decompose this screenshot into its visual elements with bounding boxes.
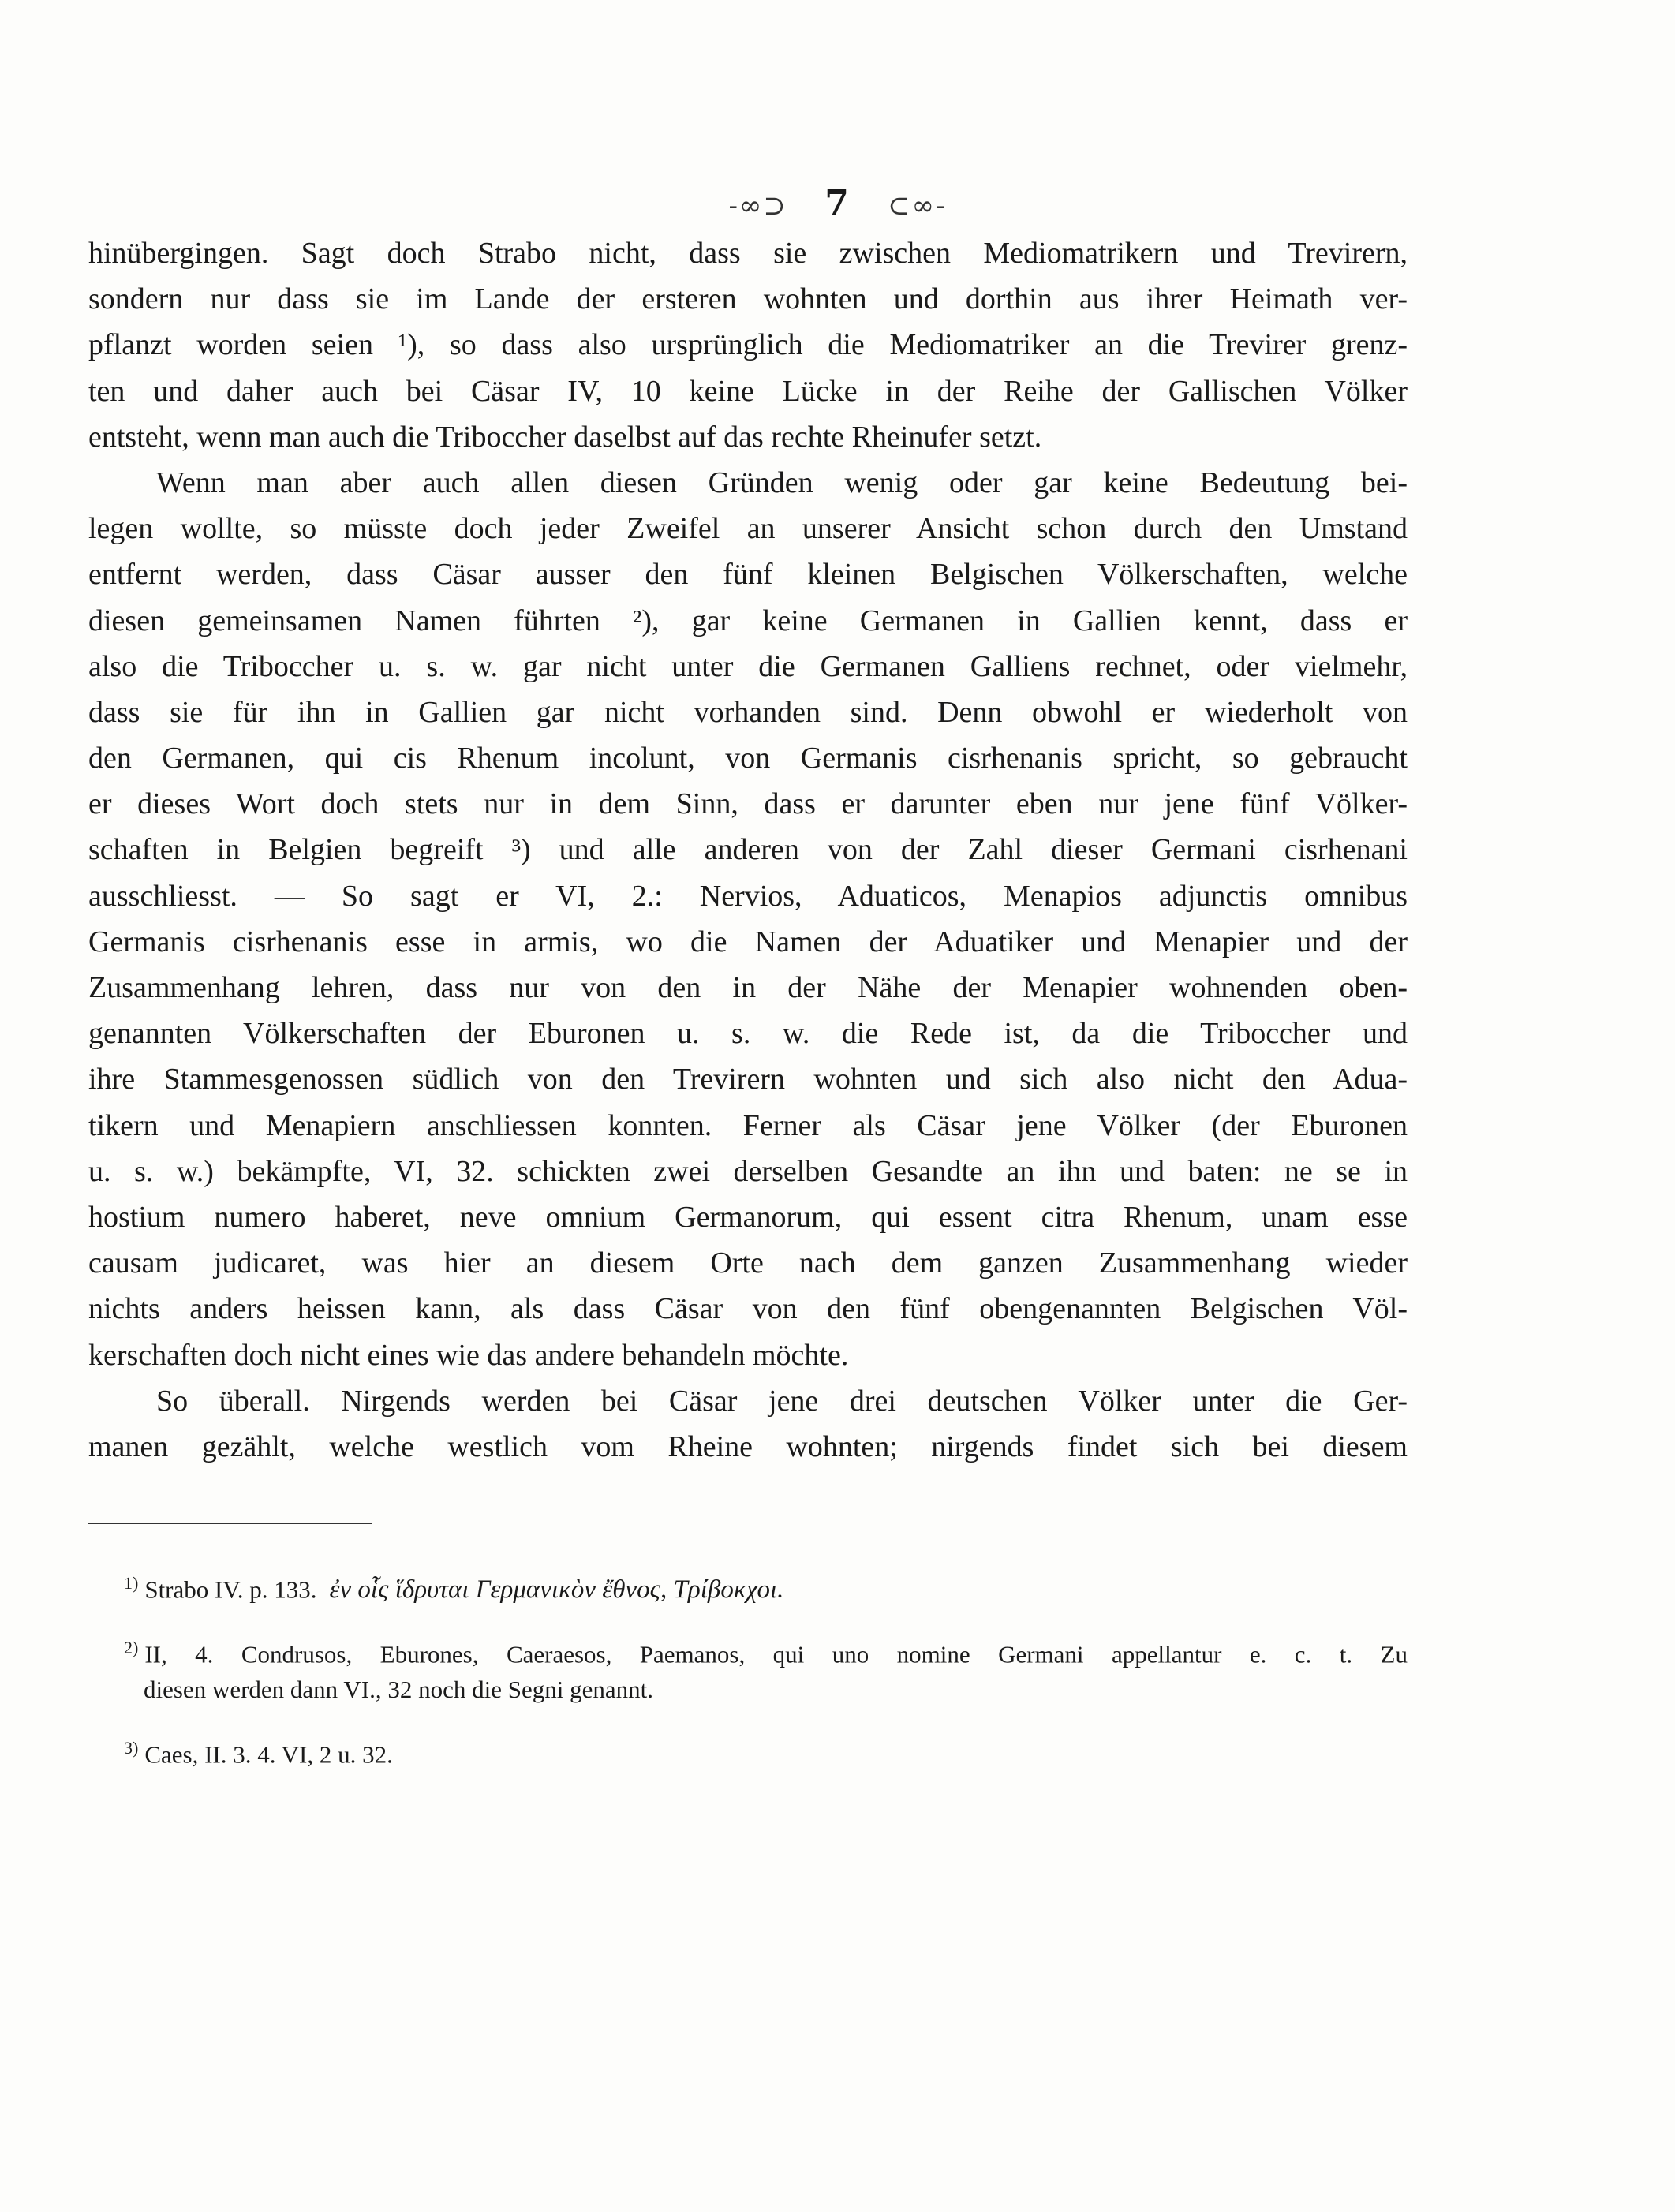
footnote-mark: 2)	[124, 1638, 139, 1658]
footnote-1	[88, 1566, 1408, 1607]
footnote-text: II, 4. Condrusos, Eburones, Caeraesos, Paemanos, qui uno nomine Germani appellantur e. c. t. Zu	[144, 1640, 1408, 1668]
footnote-text: Caes, II. 3. 4. VI, 2 u. 32.	[144, 1739, 393, 1768]
footnote-2-continuation: diesen werden dann VI., 32 noch die Segni genannt.	[144, 1675, 653, 1703]
ornament-right-icon: ⊂∞-	[888, 190, 947, 222]
text-line: legen wollte, so müsste doch jeder Zweifel an unserer Ansicht schon durch den Umstand	[88, 512, 1408, 546]
footnote-text: Strabo IV. p. 133.	[144, 1575, 317, 1604]
text-line: So überall. Nirgends werden bei Cäsar jene drei deutschen Völker unter die Ger-	[156, 1384, 1408, 1418]
text-line: causam judicaret, was hier an diesem Orte nach dem ganzen Zusammenhang wieder	[88, 1246, 1408, 1280]
footnote-greek-text: ἐν οἷς ἵδρυται Γερμανικὸν ἔθνος, Τρίβοκχοι.	[329, 1575, 784, 1605]
page-number: 7	[824, 183, 851, 223]
text-line: kerschaften doch nicht eines wie das andere behandeln möchte.	[88, 1338, 849, 1372]
text-line: ten und daher auch bei Cäsar IV, 10 keine Lücke in der Reihe der Gallischen Völker	[88, 374, 1408, 408]
page-header	[0, 180, 1675, 230]
text-line: u. s. w.) bekämpfte, VI, 32. schickten zwei derselben Gesandte an ihn und baten: ne se in	[88, 1154, 1408, 1188]
text-line: sondern nur dass sie im Lande der ersteren wohnten und dorthin aus ihrer Heimath ver-	[88, 282, 1408, 316]
footnote-divider	[88, 1523, 372, 1524]
text-line: genannten Völkerschaften der Eburonen u. s. w. die Rede ist, da die Triboccher und	[88, 1017, 1408, 1051]
text-line: dass sie für ihn in Gallien gar nicht vorhanden sind. Denn obwohl er wiederholt von	[88, 695, 1408, 729]
ornament-left-icon: -∞⊃	[728, 190, 787, 222]
text-line: manen gezählt, welche westlich vom Rheine wohnten; nirgends findet sich bei diesem	[88, 1429, 1408, 1463]
text-line: entsteht, wenn man auch die Triboccher daselbst auf das rechte Rheinufer setzt.	[88, 420, 1042, 454]
text-line: nichts anders heissen kann, als dass Cäsar von den fünf obengenannten Belgischen Völ-	[88, 1292, 1408, 1326]
footnotes	[88, 1566, 1408, 1772]
text-line: er dieses Wort doch stets nur in dem Sinn, dass er darunter eben nur jene fünf Völker-	[88, 787, 1408, 821]
footnote-mark: 1)	[124, 1573, 139, 1593]
text-line: entfernt werden, dass Cäsar ausser den fünf kleinen Belgischen Völkerschaften, welche	[88, 558, 1408, 592]
text-line: Zusammenhang lehren, dass nur von den in der Nähe der Menapier wohnenden oben-	[88, 971, 1408, 1004]
text-line: schaften in Belgien begreift ³) und alle anderen von der Zahl dieser Germani cisrhenani	[88, 833, 1408, 867]
text-line: diesen gemeinsamen Namen führten ²), gar keine Germanen in Gallien kennt, dass er	[88, 603, 1408, 637]
body-text	[88, 230, 1408, 1470]
text-line: hinübergingen. Sagt doch Strabo nicht, dass sie zwischen Mediomatrikern und Trevirern,	[88, 237, 1408, 270]
footnote-2	[88, 1631, 1408, 1672]
text-line: pflanzt worden seien ¹), so dass also ursprünglich die Mediomatriker an die Trevirer grenz-	[88, 328, 1408, 362]
text-line: hostium numero haberet, neve omnium Germanorum, qui essent citra Rhenum, unam esse	[88, 1200, 1408, 1234]
footnote-mark: 3)	[124, 1737, 139, 1758]
text-line: den Germanen, qui cis Rhenum incolunt, von Germanis cisrhenanis spricht, so gebraucht	[88, 742, 1408, 775]
text-line: Wenn man aber auch allen diesen Gründen wenig oder gar keine Bedeutung bei-	[156, 465, 1408, 499]
text-line: also die Triboccher u. s. w. gar nicht unter die Germanen Galliens rechnet, oder vielmehr,	[88, 649, 1408, 683]
text-line: ausschliesst. — So sagt er VI, 2.: Nervios, Aduaticos, Menapios adjunctis omnibus	[88, 879, 1408, 913]
text-line: ihre Stammesgenossen südlich von den Trevirern wohnten und sich also nicht den Adua-	[88, 1063, 1408, 1097]
footnote-3	[88, 1731, 1408, 1772]
text-line: Germanis cisrhenanis esse in armis, wo die Namen der Aduatiker und Menapier und der	[88, 925, 1408, 958]
text-line: tikern und Menapiern anschliessen konnten. Ferner als Cäsar jene Völker (der Eburonen	[88, 1108, 1408, 1142]
